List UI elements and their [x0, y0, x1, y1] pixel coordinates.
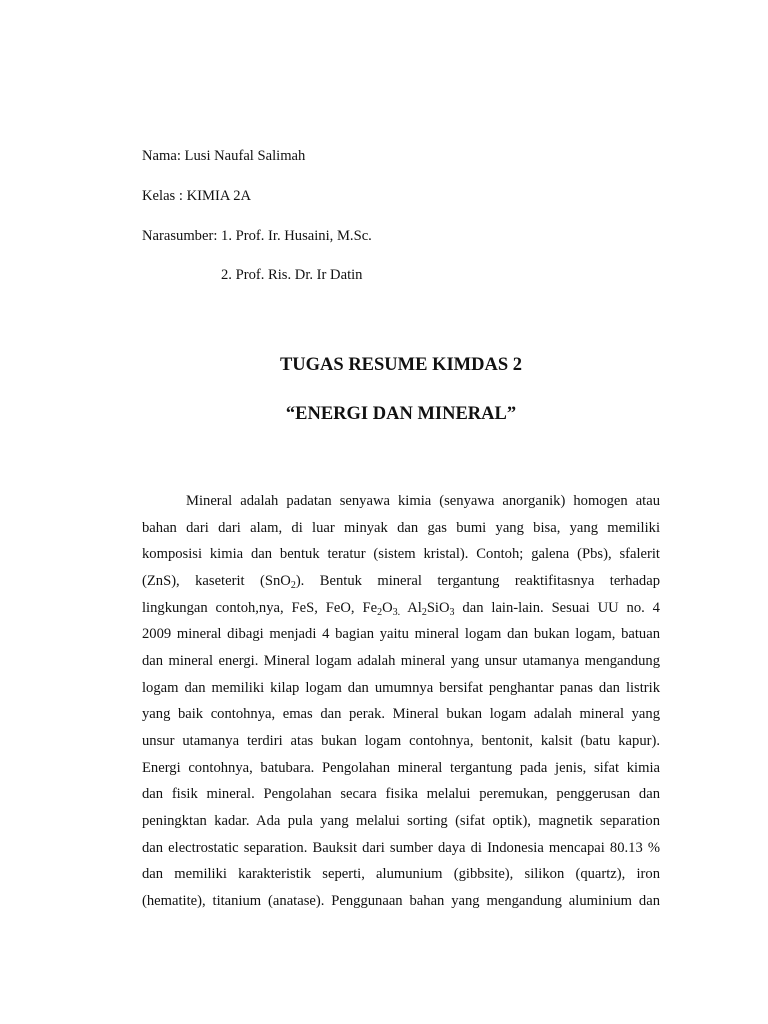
speaker-2: 2. Prof. Ris. Dr. Ir Datin	[221, 267, 363, 283]
body-paragraph	[142, 488, 660, 915]
paragraph-line: dan electrostatic separation. Bauksit dari sumber daya di Indonesia mencapai 80.13 %	[142, 839, 660, 856]
paragraph-line: (hematite), titanium (anatase). Penggunaan bahan yang mengandung aluminium dan	[142, 892, 660, 909]
paragraph-line: dan mineral energi. Mineral logam adalah mineral yang unsur utamanya mengandung	[142, 652, 660, 669]
text-run: SiO	[426, 599, 450, 616]
text-run: (ZnS), kaseterit (SnO	[142, 572, 291, 589]
paragraph-line: dan memiliki karakteristik seperti, alumunium (gibbsite), silikon (quartz), iron	[142, 866, 660, 883]
subscript: 2	[421, 606, 427, 618]
text-run: O	[382, 599, 393, 616]
subscript: 3	[449, 606, 455, 618]
text-run: Al	[400, 599, 422, 616]
paragraph-line: yang baik contohnya, emas dan perak. Mineral bukan logam adalah mineral yang	[142, 706, 660, 723]
paragraph-line: unsur utamanya terdiri atas bukan logam contohnya, bentonit, kalsit (batu kapur).	[142, 732, 660, 749]
subscript: 3.	[392, 606, 401, 618]
speaker-1: Narasumber: 1. Prof. Ir. Husaini, M.Sc.	[142, 228, 372, 244]
document-title: TUGAS RESUME KIMDAS 2	[279, 355, 523, 375]
text-run: ). Bentuk mineral tergantung reaktifitasnya terhadap	[295, 572, 660, 589]
paragraph-line: bahan dari dari alam, di luar minyak dan gas bumi yang bisa, yang memiliki	[142, 519, 660, 536]
document-subtitle: “ENERGI DAN MINERAL”	[285, 404, 517, 424]
paragraph-line: Mineral adalah padatan senyawa kimia (senyawa anorganik) homogen atau	[186, 493, 660, 509]
paragraph-line: komposisi kimia dan bentuk teratur (sistem kristal). Contoh; galena (Pbs), sfalerit	[142, 546, 660, 563]
subscript: 2	[290, 579, 296, 591]
paragraph-line: logam dan memiliki kilap logam dan umumnya bersifat penghantar panas dan listrik	[142, 679, 660, 696]
subscript: 2	[377, 606, 383, 618]
text-run: dan lain-lain. Sesuai UU no. 4	[454, 599, 660, 616]
student-name: Nama: Lusi Naufal Salimah	[142, 148, 306, 164]
paragraph-line: dan fisik mineral. Pengolahan secara fisika melalui peremukan, penggerusan dan	[142, 786, 660, 803]
paragraph-line	[142, 595, 660, 622]
paragraph-line	[142, 568, 660, 595]
paragraph-line: peningktan kadar. Ada pula yang melalui sorting (sifat optik), magnetik separation	[142, 812, 660, 829]
student-class: Kelas : KIMIA 2A	[142, 188, 252, 204]
paragraph-line: Energi contohnya, batubara. Pengolahan mineral tergantung pada jenis, sifat kimia	[142, 759, 660, 776]
paragraph-line: 2009 mineral dibagi menjadi 4 bagian yaitu mineral logam dan bukan logam, batuan	[142, 626, 660, 643]
text-run: lingkungan contoh,nya, FeS, FeO, Fe	[142, 599, 378, 616]
